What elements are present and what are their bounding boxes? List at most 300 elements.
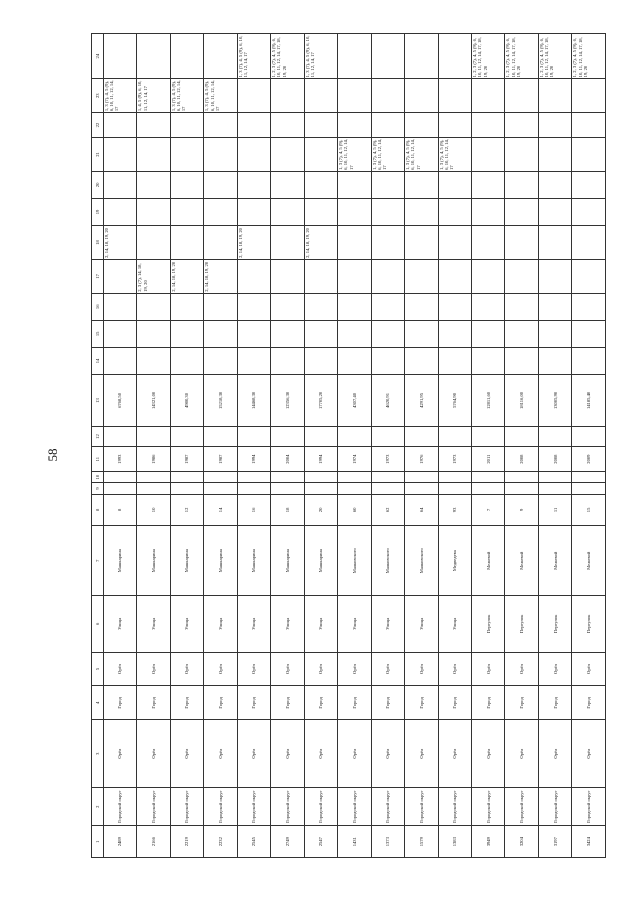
table-cell-col-16 [471, 293, 504, 320]
table-cell-col-24: 1, 2, 3 (7), 4, 5 (9), 6, 10, 11, 12, 14, 17, 18, 19, 20 [471, 34, 504, 79]
table-cell-col-5: Орёл [405, 652, 438, 686]
table-cell-col-24: 1, 3 (7), 4, 5 (9), 6, 10, 11, 12, 14, 17 [237, 34, 270, 79]
table-cell-col-18 [204, 226, 237, 260]
table-cell-col-10 [204, 472, 237, 483]
table-cell-col-13: 5764,90 [438, 374, 471, 426]
table-cell-col-11: 2011 [471, 447, 504, 472]
header-cell-7: 7 [92, 526, 104, 596]
table-cell-col-10 [405, 472, 438, 483]
table-cell-col-14 [170, 347, 203, 374]
table-cell-col-12 [538, 426, 571, 446]
table-cell-col-20 [471, 171, 504, 198]
table-cell-col-2: Городской округ [271, 788, 304, 826]
table-cell-col-13: 14185,40 [572, 374, 606, 426]
table-cell-col-23 [538, 79, 571, 113]
table-cell-col-20 [338, 171, 371, 198]
table-cell-col-5: Орёл [572, 652, 606, 686]
table-cell-col-2: Городской округ [438, 788, 471, 826]
table-cell-col-19 [405, 198, 438, 225]
table-cell-col-7: Межевой [538, 526, 571, 596]
table-cell-col-8: 9 [505, 494, 538, 526]
table-cell-col-23 [505, 79, 538, 113]
table-cell-col-23 [237, 79, 270, 113]
table-cell-col-3: Орёл [237, 720, 270, 788]
table-cell-col-1: 1579 [405, 826, 438, 858]
table-cell-col-16 [338, 293, 371, 320]
header-row [92, 34, 104, 858]
table-cell-col-1: 1383 [438, 826, 471, 858]
header-cell-18: 18 [92, 226, 104, 260]
table-cell-col-24 [170, 34, 203, 79]
table-cell-col-13: 13005,90 [538, 374, 571, 426]
table-cell-col-7: Машкарина [204, 526, 237, 596]
table-cell-col-23 [271, 79, 304, 113]
table-cell-col-22 [572, 113, 606, 138]
table-row [438, 34, 471, 858]
table-cell-col-16 [137, 293, 170, 320]
header-cell-10: 10 [92, 472, 104, 483]
table-cell-col-20 [204, 171, 237, 198]
table-cell-col-6: Переулок [572, 596, 606, 652]
table-row [271, 34, 304, 858]
table-cell-col-21 [505, 138, 538, 172]
table-cell-col-3: Орёл [371, 720, 404, 788]
table-cell-col-18 [405, 226, 438, 260]
table-cell-col-7: Машкарина [103, 526, 136, 596]
table-cell-col-8: 15 [572, 494, 606, 526]
table-cell-col-12 [170, 426, 203, 446]
table-row [204, 34, 237, 858]
table-cell-col-8: 11 [538, 494, 571, 526]
table-cell-col-14 [572, 347, 606, 374]
table-cell-col-10 [304, 472, 337, 483]
table-cell-col-1: 2219 [170, 826, 203, 858]
header-cell-24: 24 [92, 34, 104, 79]
table-cell-col-24: 1, 2, 3 (7), 4, 5 (9), 6, 10, 11, 12, 14, 17, 18, 19, 20 [271, 34, 304, 79]
table-row [170, 34, 203, 858]
table-cell-col-17 [371, 259, 404, 293]
table-cell-col-15 [405, 320, 438, 347]
table-cell-col-4: Город [103, 686, 136, 720]
table-cell-col-10 [137, 472, 170, 483]
table-cell-col-18 [505, 226, 538, 260]
table-cell-col-20 [137, 171, 170, 198]
table-cell-col-6: Переулок [505, 596, 538, 652]
table-cell-col-11: 1974 [338, 447, 371, 472]
table-cell-col-4: Город [137, 686, 170, 720]
table-cell-col-12 [304, 426, 337, 446]
table-cell-col-4: Город [405, 686, 438, 720]
table-cell-col-15 [103, 320, 136, 347]
table-cell-col-15 [204, 320, 237, 347]
table-cell-col-23 [572, 79, 606, 113]
table-cell-col-20 [438, 171, 471, 198]
header-cell-11: 11 [92, 447, 104, 472]
table-cell-col-17 [505, 259, 538, 293]
table-cell-col-17: 2, 3 (7), 14, 18, 19, 20 [137, 259, 170, 293]
table-cell-col-2: Городской округ [538, 788, 571, 826]
table-cell-col-5: Орёл [103, 652, 136, 686]
header-cell-12: 12 [92, 426, 104, 446]
table-cell-col-17 [572, 259, 606, 293]
table-cell-col-23: 1, 3 (7), 4, 5 (9), 6, 10, 11, 12, 14, 17 [204, 79, 237, 113]
table-cell-col-8: 10 [137, 494, 170, 526]
table-cell-col-16 [405, 293, 438, 320]
table-cell-col-10 [103, 472, 136, 483]
table-cell-col-6: Улица [103, 596, 136, 652]
table-cell-col-17 [405, 259, 438, 293]
header-cell-14: 14 [92, 347, 104, 374]
table-cell-col-2: Городской округ [371, 788, 404, 826]
table-cell-col-22 [170, 113, 203, 138]
table-cell-col-19 [137, 198, 170, 225]
table-cell-col-12 [237, 426, 270, 446]
table-cell-col-24 [371, 34, 404, 79]
table-cell-col-17: 2, 14, 18, 19, 20 [170, 259, 203, 293]
table-cell-col-14 [338, 347, 371, 374]
table-cell-col-11: 1987 [204, 447, 237, 472]
table-cell-col-2: Городской округ [137, 788, 170, 826]
table-cell-col-16 [170, 293, 203, 320]
table-cell-col-21 [170, 138, 203, 172]
table-cell-col-1: 3204 [505, 826, 538, 858]
header-cell-1: 1 [92, 826, 104, 858]
table-cell-col-6: Улица [405, 596, 438, 652]
table-cell-col-5: Орёл [137, 652, 170, 686]
table-cell-col-21 [271, 138, 304, 172]
table-cell-col-1: 3424 [572, 826, 606, 858]
table-cell-col-18 [170, 226, 203, 260]
table-cell-col-19 [271, 198, 304, 225]
table-cell-col-17 [237, 259, 270, 293]
table-cell-col-9 [438, 483, 471, 494]
table-cell-col-4: Город [271, 686, 304, 720]
table-cell-col-15 [538, 320, 571, 347]
table-cell-col-14 [204, 347, 237, 374]
table-cell-col-4: Город [338, 686, 371, 720]
table-cell-col-12 [103, 426, 136, 446]
table-cell-col-7: Межевой [471, 526, 504, 596]
table-cell-col-5: Орёл [538, 652, 571, 686]
table-cell-col-15 [170, 320, 203, 347]
table-cell-col-6: Улица [237, 596, 270, 652]
table-cell-col-21 [204, 138, 237, 172]
table-cell-col-24: 1, 2, 3 (7), 4, 5 (9), 6, 10, 11, 12, 14, 17, 18, 19, 20 [572, 34, 606, 79]
table-cell-col-1: 1373 [371, 826, 404, 858]
table-cell-col-7: Машкарина [271, 526, 304, 596]
table-cell-col-5: Орёл [170, 652, 203, 686]
table-cell-col-10 [572, 472, 606, 483]
header-cell-21: 21 [92, 138, 104, 172]
table-cell-col-3: Орёл [103, 720, 136, 788]
table-cell-col-12 [271, 426, 304, 446]
table-cell-col-13: 4307,40 [338, 374, 371, 426]
table-cell-col-7: Межевой [572, 526, 606, 596]
table-cell-col-7: Машкарина [137, 526, 170, 596]
table-cell-col-12 [137, 426, 170, 446]
table-cell-col-16 [237, 293, 270, 320]
table-cell-col-18 [438, 226, 471, 260]
table-cell-col-22 [471, 113, 504, 138]
table-cell-col-13: 12811,60 [471, 374, 504, 426]
table-cell-col-10 [538, 472, 571, 483]
table-cell-col-3: Орёл [438, 720, 471, 788]
header-cell-15: 15 [92, 320, 104, 347]
table-cell-col-17 [338, 259, 371, 293]
table-cell-col-18: 2, 14, 18, 19, 20 [304, 226, 337, 260]
table-cell-col-2: Городской округ [304, 788, 337, 826]
table-cell-col-19 [338, 198, 371, 225]
table-cell-col-20 [271, 171, 304, 198]
table-cell-col-24: 1, 2, 3 (7), 4, 5 (9), 6, 10, 11, 12, 14, 17, 18, 19, 20 [538, 34, 571, 79]
table-cell-col-23 [438, 79, 471, 113]
table-cell-col-8: 20 [304, 494, 337, 526]
table-cell-col-2: Городской округ [237, 788, 270, 826]
table-cell-col-9 [371, 483, 404, 494]
table-cell-col-1: 2545 [237, 826, 270, 858]
table-cell-col-23: 1, 3 (7), 4, 5 (9), 6, 10, 11, 12, 14, 17 [170, 79, 203, 113]
table-cell-col-9 [137, 483, 170, 494]
table-cell-col-24: 1, 3 (7), 4, 5 (9), 6, 10, 11, 12, 14, 17 [304, 34, 337, 79]
table-cell-col-24 [204, 34, 237, 79]
table-cell-col-24 [438, 34, 471, 79]
table-cell-col-20 [371, 171, 404, 198]
table-cell-col-5: Орёл [471, 652, 504, 686]
table-cell-col-3: Орёл [505, 720, 538, 788]
table-cell-col-8: 64 [405, 494, 438, 526]
table-cell-col-16 [103, 293, 136, 320]
table-cell-col-16 [204, 293, 237, 320]
table-cell-col-6: Улица [170, 596, 203, 652]
table-cell-col-14 [304, 347, 337, 374]
header-cell-13: 13 [92, 374, 104, 426]
table-cell-col-9 [237, 483, 270, 494]
table-cell-col-14 [103, 347, 136, 374]
table-cell-col-15 [304, 320, 337, 347]
table-cell-col-13: 15218,30 [204, 374, 237, 426]
table-row [304, 34, 337, 858]
table-cell-col-21 [304, 138, 337, 172]
table-cell-col-3: Орёл [405, 720, 438, 788]
table-cell-col-11: 1987 [170, 447, 203, 472]
table-cell-col-17 [438, 259, 471, 293]
table-cell-col-21 [103, 138, 136, 172]
table-cell-col-22 [271, 113, 304, 138]
table-cell-col-2: Городской округ [572, 788, 606, 826]
table-cell-col-6: Улица [371, 596, 404, 652]
table-cell-col-23 [338, 79, 371, 113]
table-cell-col-2: Городской округ [505, 788, 538, 826]
table-cell-col-13: 12356,30 [271, 374, 304, 426]
table-cell-col-18: 2, 14, 18, 19, 20 [103, 226, 136, 260]
table-row [405, 34, 438, 858]
table-cell-col-16 [438, 293, 471, 320]
table-cell-col-17 [304, 259, 337, 293]
table-cell-col-1: 2749 [271, 826, 304, 858]
table-cell-col-4: Город [572, 686, 606, 720]
header-cell-8: 8 [92, 494, 104, 526]
table-row [572, 34, 606, 858]
table-cell-col-8: 8 [103, 494, 136, 526]
table-cell-col-20 [170, 171, 203, 198]
table-cell-col-11: 1993 [103, 447, 136, 472]
table-cell-col-17: 2, 14, 18, 19, 20 [204, 259, 237, 293]
table-cell-col-11: 1986 [137, 447, 170, 472]
table-cell-col-9 [338, 483, 371, 494]
table-cell-col-10 [237, 472, 270, 483]
table-cell-col-24: 1, 2, 3 (7), 4, 5 (9), 6, 10, 11, 12, 14, 17, 18, 19, 20 [505, 34, 538, 79]
table-cell-col-17 [471, 259, 504, 293]
table-cell-col-11: 2008 [505, 447, 538, 472]
table-cell-col-13: 14321,00 [137, 374, 170, 426]
table-cell-col-10 [338, 472, 371, 483]
table-cell-col-19 [471, 198, 504, 225]
table-cell-col-21: 1, 3 (7), 4, 5 (9), 6, 10, 11, 12, 14, 17 [438, 138, 471, 172]
table-cell-col-8: 14 [204, 494, 237, 526]
table-cell-col-11: 2008 [538, 447, 571, 472]
table-cell-col-9 [204, 483, 237, 494]
table-cell-col-18 [572, 226, 606, 260]
table-cell-col-11: 1973 [438, 447, 471, 472]
table-cell-col-15 [572, 320, 606, 347]
table-cell-col-12 [438, 426, 471, 446]
table-cell-col-9 [405, 483, 438, 494]
table-cell-col-22 [538, 113, 571, 138]
table-cell-col-9 [471, 483, 504, 494]
table-cell-col-10 [471, 472, 504, 483]
table-cell-col-8: 62 [371, 494, 404, 526]
table-cell-col-6: Улица [204, 596, 237, 652]
table-cell-col-13: 6768,50 [103, 374, 136, 426]
table-cell-col-14 [538, 347, 571, 374]
table-cell-col-8: 16 [237, 494, 270, 526]
table-cell-col-16 [371, 293, 404, 320]
table-cell-col-14 [237, 347, 270, 374]
table-cell-col-5: Орёл [505, 652, 538, 686]
table-cell-col-22 [371, 113, 404, 138]
table-cell-col-23 [371, 79, 404, 113]
table-cell-col-14 [405, 347, 438, 374]
table-row [237, 34, 270, 858]
table-cell-col-6: Улица [271, 596, 304, 652]
header-cell-3: 3 [92, 720, 104, 788]
table-cell-col-12 [405, 426, 438, 446]
table-cell-col-7: Машкарина [237, 526, 270, 596]
table-cell-col-6: Переулок [538, 596, 571, 652]
table-cell-col-23: 1, 4, 5 (9), 6, 10, 11, 12, 14, 17 [137, 79, 170, 113]
table-cell-col-13: 14468,30 [237, 374, 270, 426]
table-cell-col-13: 17705,20 [304, 374, 337, 426]
table-cell-col-10 [505, 472, 538, 483]
table-cell-col-22 [304, 113, 337, 138]
table-cell-col-21 [471, 138, 504, 172]
table-cell-col-4: Город [371, 686, 404, 720]
table-cell-col-12 [471, 426, 504, 446]
table-cell-col-9 [170, 483, 203, 494]
table-cell-col-11: 1994 [304, 447, 337, 472]
table-cell-col-7: Машкарина [170, 526, 203, 596]
table-cell-col-18 [538, 226, 571, 260]
table-cell-col-9 [304, 483, 337, 494]
table-cell-col-15 [137, 320, 170, 347]
table-cell-col-3: Орёл [304, 720, 337, 788]
table-cell-col-3: Орёл [538, 720, 571, 788]
table-cell-col-9 [505, 483, 538, 494]
table-cell-col-3: Орёл [572, 720, 606, 788]
table-cell-col-7: Машкарина [304, 526, 337, 596]
table-row [103, 34, 136, 858]
table-cell-col-1: 1431 [338, 826, 371, 858]
table-cell-col-11: 1976 [405, 447, 438, 472]
table-cell-col-16 [572, 293, 606, 320]
table-cell-col-7: Межевой [505, 526, 538, 596]
table-row [338, 34, 371, 858]
table-cell-col-5: Орёл [371, 652, 404, 686]
table-cell-col-19 [505, 198, 538, 225]
table-cell-col-19 [304, 198, 337, 225]
table-cell-col-2: Городской округ [471, 788, 504, 826]
table-cell-col-8: 60 [338, 494, 371, 526]
table-cell-col-3: Орёл [170, 720, 203, 788]
table-cell-col-6: Улица [338, 596, 371, 652]
table-cell-col-15 [338, 320, 371, 347]
table-cell-col-18 [338, 226, 371, 260]
table-cell-col-5: Орёл [237, 652, 270, 686]
table-row [471, 34, 504, 858]
table-cell-col-15 [271, 320, 304, 347]
table-cell-col-19 [103, 198, 136, 225]
table-container [91, 33, 606, 858]
table-cell-col-19 [204, 198, 237, 225]
header-cell-4: 4 [92, 686, 104, 720]
table-cell-col-2: Городской округ [405, 788, 438, 826]
table-cell-col-7: Маяковского [338, 526, 371, 596]
table-cell-col-4: Город [471, 686, 504, 720]
table-cell-col-3: Орёл [471, 720, 504, 788]
table-cell-col-19 [538, 198, 571, 225]
table-cell-col-15 [371, 320, 404, 347]
header-cell-22: 22 [92, 113, 104, 138]
table-cell-col-21: 1, 3 (7), 4, 5 (9), 6, 10, 11, 12, 14, 17 [405, 138, 438, 172]
table-cell-col-9 [103, 483, 136, 494]
table-cell-col-1: 3949 [471, 826, 504, 858]
table-cell-col-2: Городской округ [204, 788, 237, 826]
table-cell-col-5: Орёл [438, 652, 471, 686]
table-cell-col-15 [471, 320, 504, 347]
table-cell-col-3: Орёл [204, 720, 237, 788]
table-cell-col-5: Орёл [204, 652, 237, 686]
table-cell-col-6: Улица [137, 596, 170, 652]
table-cell-col-14 [137, 347, 170, 374]
table-cell-col-16 [304, 293, 337, 320]
table-cell-col-1: 2547 [304, 826, 337, 858]
table-cell-col-22 [137, 113, 170, 138]
table-cell-col-11: 1973 [371, 447, 404, 472]
table-cell-col-6: Улица [438, 596, 471, 652]
table-cell-col-23: 1, 3 (7), 4, 5 (9), 6, 10, 11, 12, 14, 17 [103, 79, 136, 113]
table-cell-col-4: Город [538, 686, 571, 720]
table-cell-col-1: 2166 [137, 826, 170, 858]
table-cell-col-12 [371, 426, 404, 446]
table-cell-col-11: 2004 [271, 447, 304, 472]
table-cell-col-8: 18 [271, 494, 304, 526]
table-cell-col-2: Городской округ [170, 788, 203, 826]
page-number: 58 [45, 448, 60, 462]
table-cell-col-19 [371, 198, 404, 225]
table-cell-col-20 [103, 171, 136, 198]
table-cell-col-11: 2009 [572, 447, 606, 472]
table-cell-col-15 [237, 320, 270, 347]
